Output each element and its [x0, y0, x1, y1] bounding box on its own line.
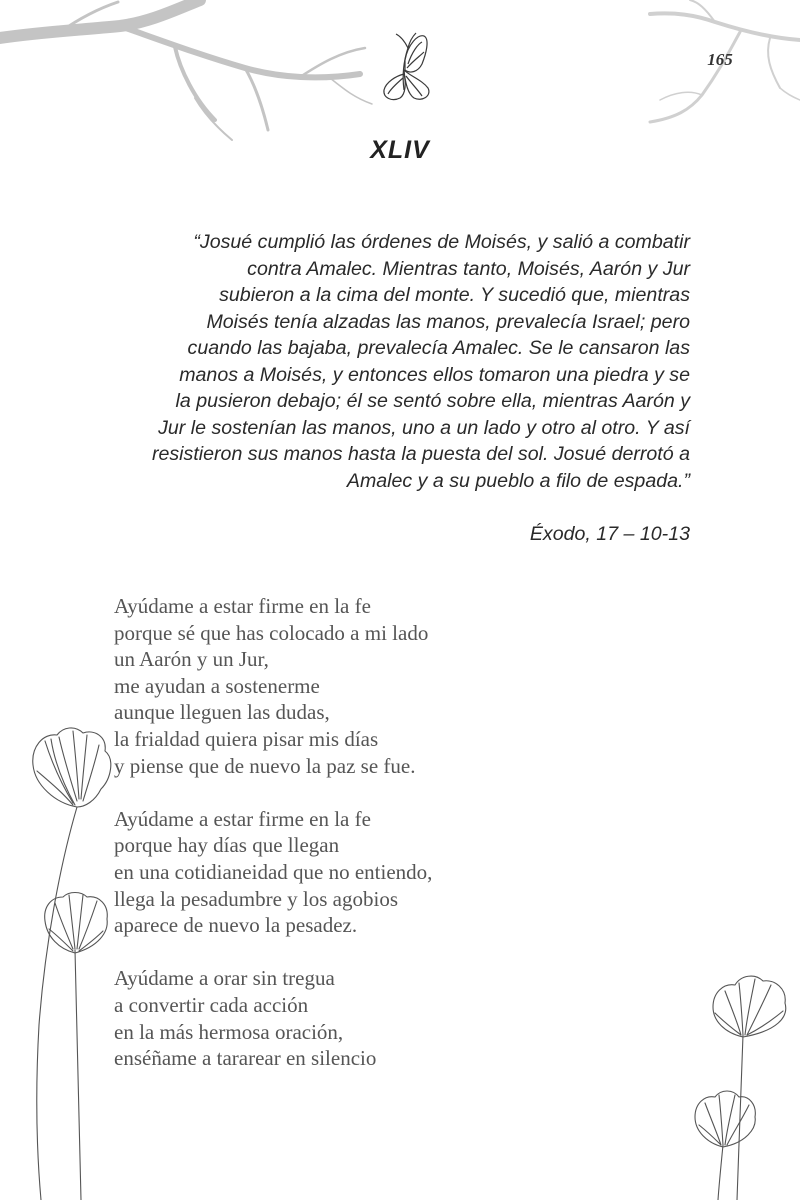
- poppy-flowers-icon: [15, 725, 125, 1200]
- epigraph-line: “Josué cumplió las órdenes de Moisés, y salió a combatir: [193, 231, 690, 253]
- poem-line: y piense que de nuevo la paz se fue.: [114, 753, 416, 778]
- poem-stanza: [114, 806, 534, 939]
- poem: [114, 593, 534, 1098]
- epigraph-line: Amalec y a su pueblo a filo de espada.”: [346, 469, 690, 492]
- epigraph-line: contra Amalec. Mientras tanto, Moisés, Aarón y Jur: [247, 257, 690, 280]
- poem-line: aparece de nuevo la pesadez.: [114, 913, 358, 938]
- poem-line: enséñame a tararear en silencio: [114, 1046, 377, 1071]
- chapter-title: XLIV: [370, 136, 430, 164]
- epigraph-line: subieron a la cima del monte. Y sucedió que, mientras: [219, 284, 690, 306]
- page-number: 165: [707, 50, 733, 69]
- epigraph-line: cuando las bajaba, prevalecía Amalec. Se le cansaron las: [187, 337, 690, 359]
- poem-stanza: [114, 593, 534, 779]
- poem-line: porque hay días que llegan: [114, 833, 340, 858]
- poem-line: llega la pesadumbre y los agobios: [114, 886, 399, 911]
- epigraph-line: resistieron sus manos hasta la puesta del sol. Josué derrotó a: [151, 443, 690, 465]
- poem-line: a convertir cada acción: [114, 992, 309, 1017]
- epigraph-line: manos a Moisés, y entonces ellos tomaron una piedra y se: [179, 363, 690, 386]
- poppy-flowers-icon: [685, 965, 795, 1200]
- poem-line: en la más hermosa oración,: [114, 1019, 344, 1044]
- poem-line: la frialdad quiera pisar mis días: [114, 726, 379, 751]
- poem-line: porque sé que has colocado a mi lado: [114, 620, 429, 645]
- epigraph-quote: [100, 229, 690, 494]
- epigraph-line: Jur le sostenían las manos, uno a un lado y otro al otro. Y así: [158, 416, 690, 439]
- poem-stanza: [114, 965, 534, 1071]
- poem-line: en una cotidianeidad que no entiendo,: [114, 859, 433, 884]
- epigraph-line: Moisés tenía alzadas las manos, prevalecía Israel; pero: [206, 310, 690, 333]
- butterfly-icon: [378, 30, 434, 106]
- poem-line: un Aarón y un Jur,: [114, 647, 269, 672]
- poem-line: aunque lleguen las dudas,: [114, 700, 330, 725]
- poem-line: Ayúdame a orar sin tregua: [114, 966, 335, 991]
- tree-branch-icon: [0, 0, 380, 150]
- poem-line: Ayúdame a estar firme en la fe: [114, 806, 371, 831]
- poem-line: me ayudan a sostenerme: [114, 673, 320, 698]
- epigraph-line: la pusieron debajo; él se sentó sobre ella, mientras Aarón y: [175, 390, 690, 412]
- bible-citation: Éxodo, 17 – 10-13: [529, 523, 690, 545]
- poem-line: Ayúdame a estar firme en la fe: [114, 594, 371, 618]
